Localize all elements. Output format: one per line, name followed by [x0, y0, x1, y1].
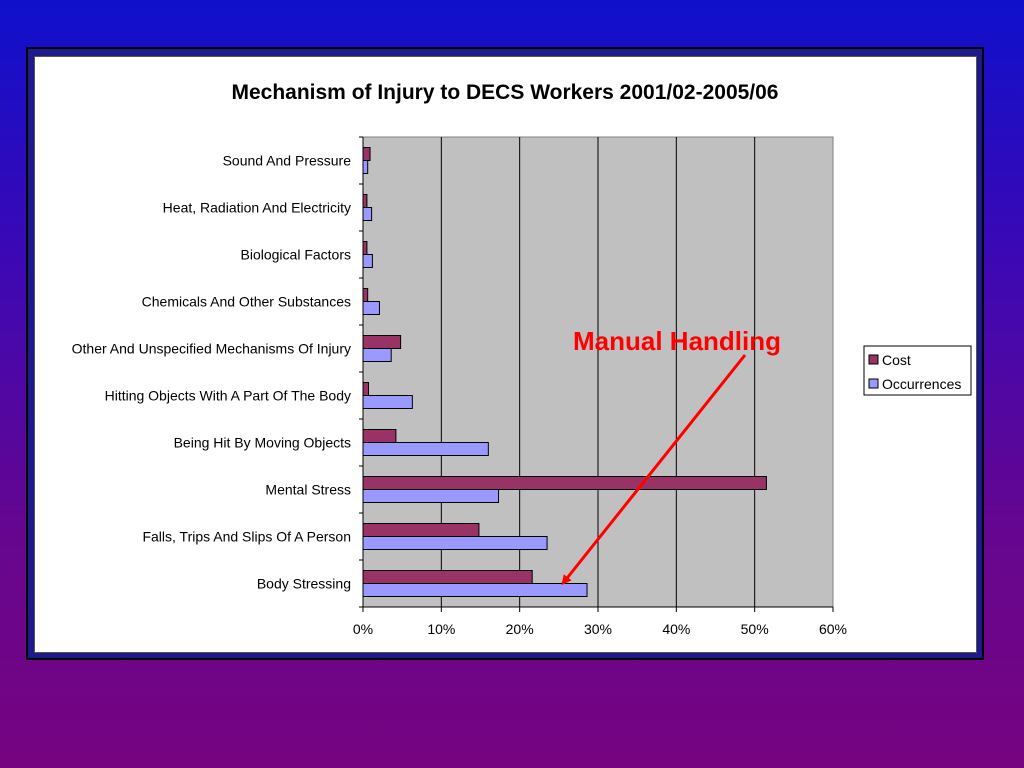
bar-occurrences-body-stressing	[363, 584, 587, 597]
bar-cost-chemicals-and-other-substances	[363, 289, 368, 302]
x-tick-label: 30%	[583, 621, 613, 637]
category-label: Heat, Radiation And Electricity	[162, 199, 351, 216]
bar-occurrences-being-hit-by-moving-objects	[363, 443, 488, 456]
bar-cost-body-stressing	[363, 571, 532, 584]
bar-occurrences-mental-stress	[363, 490, 499, 503]
category-labels	[72, 137, 363, 607]
category-label: Biological Factors	[240, 246, 351, 263]
legend	[864, 346, 971, 395]
x-tick-label: 60%	[818, 621, 848, 637]
chart-title: Mechanism of Injury to DECS Workers 2001/02-2005/06	[231, 81, 779, 104]
x-tick-label: 40%	[662, 621, 691, 637]
category-label: Body Stressing	[256, 575, 351, 592]
bar-cost-other-and-unspecified-mechanisms-of-injury	[363, 336, 401, 349]
bar-cost-mental-stress	[363, 477, 766, 490]
annotation-label: Manual Handling	[573, 326, 781, 356]
x-tick-label: 0%	[352, 621, 374, 637]
bar-occurrences-sound-and-pressure	[363, 161, 368, 174]
bar-occurrences-biological-factors	[363, 255, 372, 268]
category-label: Mental Stress	[265, 481, 351, 498]
legend-swatch-occurrences	[869, 379, 878, 388]
category-label: Sound And Pressure	[222, 152, 351, 169]
bar-occurrences-heat-radiation-and-electricity	[363, 208, 372, 221]
bar-occurrences-chemicals-and-other-substances	[363, 302, 379, 315]
bar-cost-being-hit-by-moving-objects	[363, 430, 396, 443]
legend-swatch-cost	[869, 355, 878, 364]
x-tick-label: 20%	[505, 621, 534, 637]
legend-label-occurrences: Occurrences	[882, 376, 962, 392]
bar-occurrences-hitting-objects-with-a-part-of-the-body	[363, 396, 412, 409]
category-label: Hitting Objects With A Part Of The Body	[104, 387, 351, 404]
bar-cost-hitting-objects-with-a-part-of-the-body	[363, 383, 368, 396]
bar-occurrences-other-and-unspecified-mechanisms-of-injury	[363, 349, 391, 362]
x-tick-label: 10%	[427, 621, 456, 637]
x-tick-label: 50%	[740, 621, 769, 637]
bar-cost-biological-factors	[363, 242, 367, 255]
bar-cost-falls-trips-and-slips-of-a-person	[363, 524, 479, 537]
category-label: Chemicals And Other Substances	[141, 293, 351, 310]
bar-cost-sound-and-pressure	[363, 148, 370, 161]
legend-label-cost: Cost	[882, 352, 911, 368]
category-label: Other And Unspecified Mechanisms Of Injury	[71, 340, 351, 357]
category-label: Being Hit By Moving Objects	[173, 434, 351, 451]
category-label: Falls, Trips And Slips Of A Person	[142, 528, 351, 545]
bar-occurrences-falls-trips-and-slips-of-a-person	[363, 537, 547, 550]
bar-cost-heat-radiation-and-electricity	[363, 195, 367, 208]
